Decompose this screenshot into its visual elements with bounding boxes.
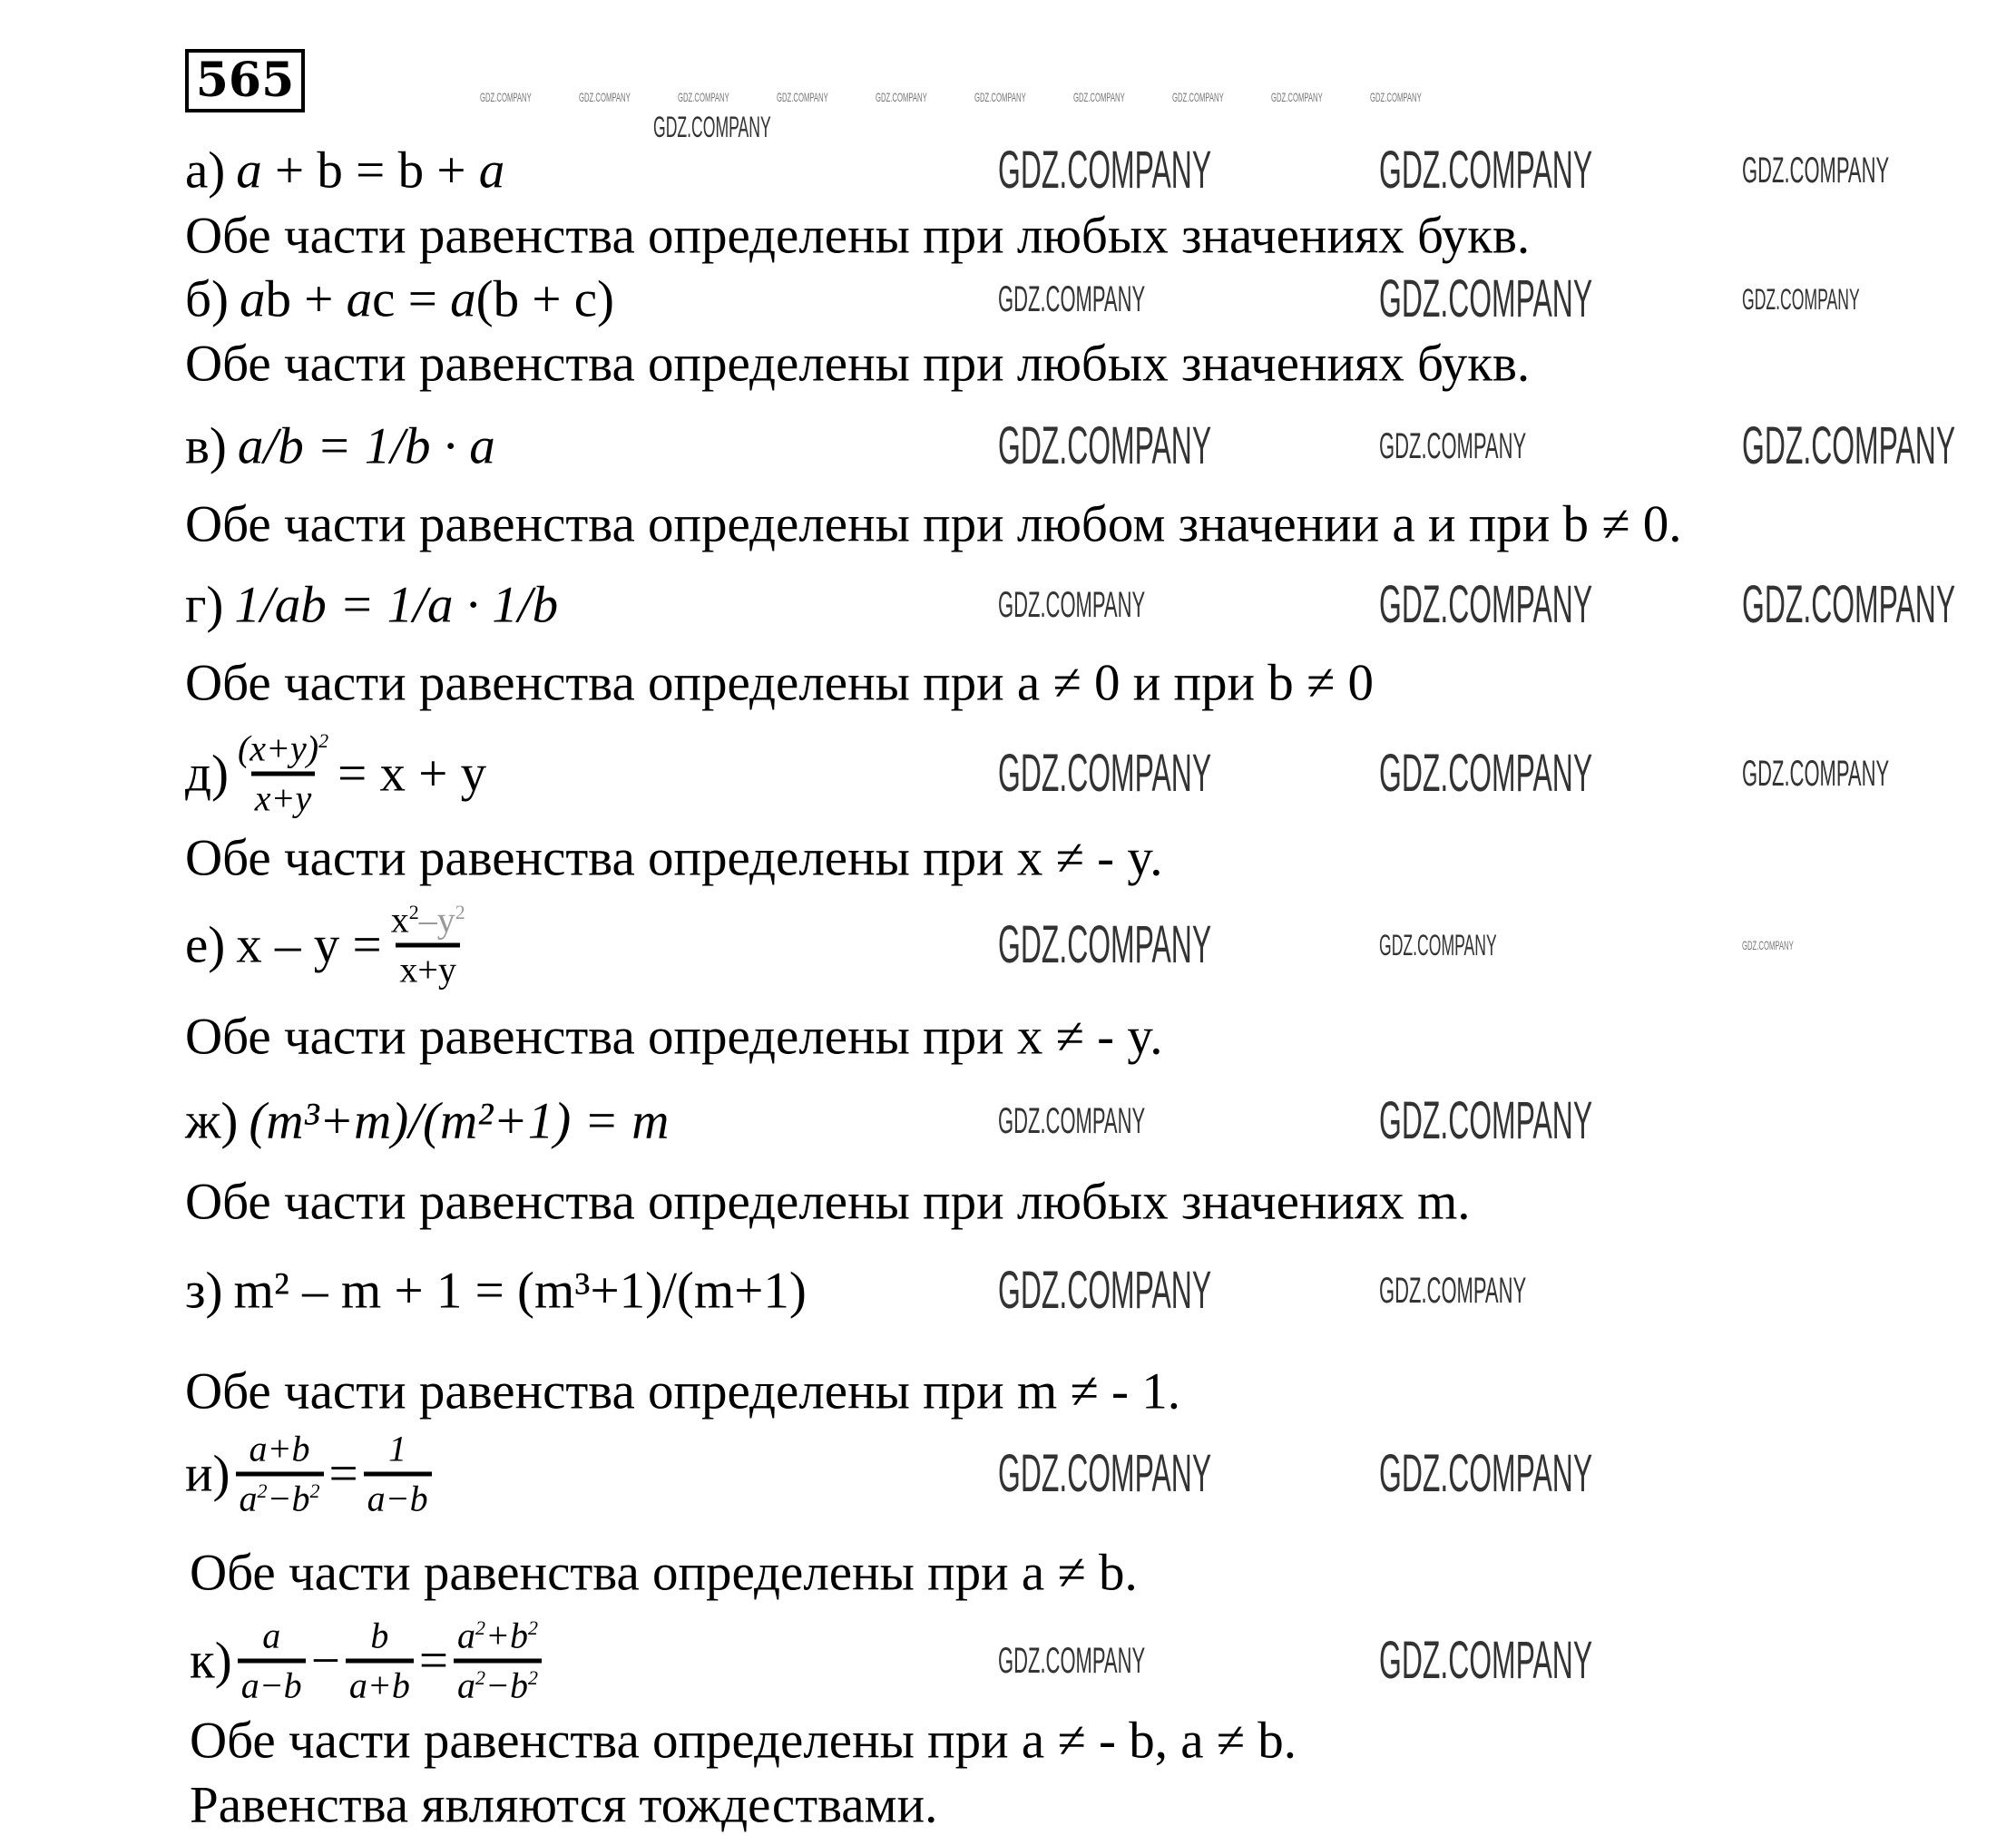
- item-label: а): [185, 142, 226, 200]
- item-label: е): [185, 916, 226, 974]
- watermark: GDZ.COMPANY: [998, 744, 1212, 803]
- item-v: [185, 417, 495, 476]
- watermark: GDZ.COMPANY: [1742, 416, 1956, 475]
- item-b-note: Обе части равенства определены при любых значениях букв.: [185, 335, 1531, 393]
- item-e: е) x – y = $\frac{x^2-y^2}{x+y}$: [185, 899, 465, 991]
- watermark: GDZ.COMPANY: [1379, 575, 1593, 634]
- watermark: GDZ.COMPANY: [998, 1641, 1146, 1681]
- item-label: в): [185, 417, 227, 475]
- watermark: GDZ.COMPANY: [998, 1101, 1146, 1141]
- item-label: з): [185, 1262, 223, 1320]
- watermark: GDZ.COMPANY: [1742, 575, 1956, 634]
- item-equation: a/b = 1/b · a: [237, 417, 495, 475]
- item-v-note: Обе части равенства определены при любом значении a и при b ≠ 0.: [185, 495, 1682, 553]
- watermark: GDZ.COMPANY: [1271, 90, 1323, 104]
- item-a-note: Обе части равенства определены при любых значениях букв.: [185, 207, 1531, 265]
- watermark: GDZ.COMPANY: [579, 90, 631, 104]
- item-i: и) $\frac{a+b}{a^2-b^2}$ = $\frac{1}{a-b}$: [185, 1430, 437, 1518]
- watermark: GDZ.COMPANY: [1379, 1091, 1593, 1150]
- item-label: г): [185, 576, 224, 634]
- item-b: б) a b + a c = a (b + c): [185, 270, 615, 328]
- item-k-note: Обе части равенства определены при a ≠ - b, a ≠ b.: [190, 1712, 1297, 1770]
- watermark: GDZ.COMPANY: [480, 90, 532, 104]
- item-equation: (m³+m)/(m²+1) = m: [249, 1092, 670, 1150]
- item-label: к): [190, 1632, 232, 1690]
- item-label: ж): [185, 1092, 239, 1150]
- item-z-note: Обе части равенства определены при m ≠ - 1.: [185, 1362, 1180, 1420]
- watermark: GDZ.COMPANY: [1379, 1631, 1593, 1690]
- conclusion: Равенства являются тождествами.: [190, 1776, 938, 1834]
- watermark: GDZ.COMPANY: [1742, 283, 1860, 316]
- watermark: GDZ.COMPANY: [998, 1261, 1212, 1320]
- watermark: GDZ.COMPANY: [1742, 754, 1890, 794]
- watermark: GDZ.COMPANY: [1379, 744, 1593, 803]
- watermark: GDZ.COMPANY: [1742, 151, 1890, 190]
- watermark: GDZ.COMPANY: [1379, 269, 1593, 328]
- item-label: и): [185, 1445, 230, 1503]
- item-label: д): [185, 745, 229, 803]
- item-zh-note: Обе части равенства определены при любых значениях m.: [185, 1173, 1471, 1231]
- item-z: [185, 1262, 807, 1321]
- item-equation: m² – m + 1 = (m³+1)/(m+1): [233, 1262, 807, 1320]
- item-e-note: Обе части равенства определены при x ≠ - y.: [185, 1008, 1163, 1066]
- watermark: GDZ.COMPANY: [1379, 929, 1497, 961]
- item-zh: [185, 1092, 669, 1151]
- item-g: [185, 576, 558, 635]
- watermark: GDZ.COMPANY: [1379, 426, 1527, 466]
- item-d: д) $\frac{(x+y)^2}{x+y}$ = x + y: [185, 727, 487, 819]
- watermark: GDZ.COMPANY: [1073, 90, 1125, 104]
- watermark: GDZ.COMPANY: [678, 90, 729, 104]
- watermark: GDZ.COMPANY: [1379, 141, 1593, 200]
- watermark: GDZ.COMPANY: [777, 90, 828, 104]
- watermark: GDZ.COMPANY: [998, 585, 1146, 625]
- watermark: GDZ.COMPANY: [1379, 1271, 1527, 1311]
- item-g-note: Обе части равенства определены при a ≠ 0 и при b ≠ 0: [185, 654, 1375, 712]
- exercise-number: 565: [185, 49, 305, 112]
- item-i-note: Обе части равенства определены при a ≠ b.: [190, 1544, 1138, 1602]
- watermark: GDZ.COMPANY: [998, 915, 1212, 974]
- watermark: GDZ.COMPANY: [1742, 938, 1794, 952]
- watermark: GDZ.COMPANY: [1172, 90, 1224, 104]
- watermark: GDZ.COMPANY: [653, 111, 771, 143]
- item-equation: 1/ab = 1/a · 1/b: [234, 576, 559, 634]
- item-d-note: Обе части равенства определены при x ≠ - y.: [185, 829, 1163, 887]
- item-k: к) $\frac{a}{a-b}$ − $\frac{b}{a+b}$ = $\frac{a^2+b^2}{a^2-b^2}$: [190, 1617, 547, 1705]
- watermark: GDZ.COMPANY: [1379, 1444, 1593, 1503]
- watermark: GDZ.COMPANY: [998, 1444, 1212, 1503]
- item-a: а) a + b = b + a: [185, 142, 505, 200]
- watermark: GDZ.COMPANY: [998, 141, 1212, 200]
- item-label: б): [185, 270, 229, 328]
- watermark: GDZ.COMPANY: [998, 279, 1146, 319]
- watermark: GDZ.COMPANY: [998, 416, 1212, 475]
- watermark: GDZ.COMPANY: [974, 90, 1026, 104]
- watermark: GDZ.COMPANY: [876, 90, 927, 104]
- watermark: GDZ.COMPANY: [1370, 90, 1422, 104]
